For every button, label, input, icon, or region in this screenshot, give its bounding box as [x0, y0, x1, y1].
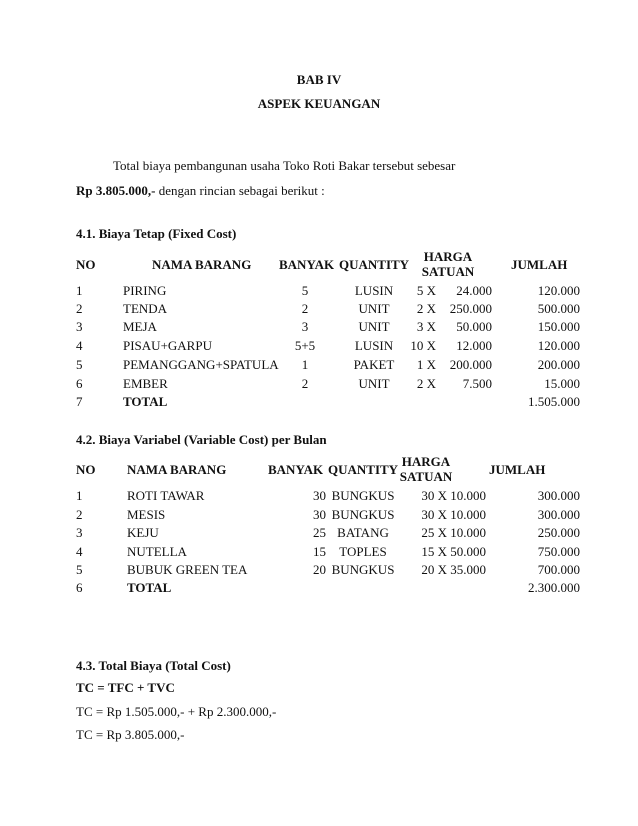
cell-harga: 50.000: [456, 319, 492, 334]
table-row: [0, 488, 638, 506]
cell-x: 10 X: [410, 338, 436, 353]
total-jumlah: 1.505.000: [528, 394, 580, 409]
calc-line-1: TC = Rp 1.505.000,- + Rp 2.300.000,-: [76, 704, 277, 719]
cell-nama: MESIS: [127, 507, 166, 522]
cell-banyak: 1: [301, 357, 309, 372]
header-banyak: BANYAK: [268, 462, 324, 477]
header-banyak: BANYAK: [279, 257, 335, 272]
section-2-heading: 4.2. Biaya Variabel (Variable Cost) per Bulan: [76, 432, 327, 447]
cell-jumlah: 750.000: [537, 544, 580, 559]
cell-harga: 7.500: [462, 376, 492, 391]
cell-quantity: BUNGKUS: [331, 562, 395, 577]
cell-jumlah: 150.000: [537, 319, 580, 334]
cell-jumlah: 300.000: [537, 507, 580, 522]
table-row: [0, 338, 638, 356]
cell-nama: NUTELLA: [127, 544, 187, 559]
cell-quantity: BATANG: [337, 525, 389, 540]
table-row: [0, 283, 638, 301]
table-row: [0, 507, 638, 525]
total-no: 6: [76, 580, 83, 595]
cell-no: 5: [76, 562, 83, 577]
cell-banyak: 2: [301, 376, 309, 391]
header-harga-satuan: HARGA SATUAN: [399, 454, 453, 484]
cell-nama: EMBER: [123, 376, 168, 391]
header-no: NO: [76, 462, 96, 477]
table-row: [0, 544, 638, 562]
cell-no: 4: [76, 544, 83, 559]
cell-nama: PIRING: [123, 283, 167, 298]
header-jumlah: JUMLAH: [511, 257, 568, 272]
cell-jumlah: 250.000: [537, 525, 580, 540]
cell-harga: 24.000: [456, 283, 492, 298]
cell-jumlah: 500.000: [537, 301, 580, 316]
header-quantity: QUANTITY: [328, 462, 399, 477]
cell-quantity: UNIT: [358, 319, 390, 334]
cell-jumlah: 15.000: [544, 376, 580, 391]
calc-line-2: TC = Rp 3.805.000,-: [76, 727, 185, 742]
page-title: ASPEK KEUANGAN: [257, 96, 381, 111]
table-row: [0, 357, 638, 375]
cell-quantity: BUNGKUS: [331, 488, 395, 503]
cell-quantity: UNIT: [358, 301, 390, 316]
cell-banyak: 15: [313, 544, 326, 559]
chapter-title: BAB IV: [296, 72, 342, 87]
cell-no: 1: [76, 488, 83, 503]
cell-jumlah: 700.000: [537, 562, 580, 577]
total-label: TOTAL: [127, 580, 172, 595]
cell-nama: TENDA: [123, 301, 168, 316]
cell-harga: 25 X 10.000: [421, 525, 486, 540]
cell-quantity: TOPLES: [339, 544, 387, 559]
cell-quantity: UNIT: [358, 376, 390, 391]
table-row: [0, 562, 638, 580]
cell-no: 1: [76, 283, 83, 298]
cell-nama: MEJA: [123, 319, 157, 334]
cell-banyak: 5+5: [294, 338, 316, 353]
cell-no: 3: [76, 319, 83, 334]
section-1-heading: 4.1. Biaya Tetap (Fixed Cost): [76, 226, 237, 241]
intro-line-1: Total biaya pembangunan usaha Toko Roti Bakar tersebut sebesar: [113, 158, 456, 173]
cell-no: 2: [76, 301, 83, 316]
cell-no: 5: [76, 357, 83, 372]
cell-x: 5 X: [416, 283, 436, 298]
table-row: [0, 301, 638, 319]
cell-no: 3: [76, 525, 83, 540]
cell-banyak: 30: [313, 488, 326, 503]
cell-jumlah: 120.000: [537, 283, 580, 298]
cell-jumlah: 200.000: [537, 357, 580, 372]
intro-text: dengan rincian sebagai berikut :: [155, 183, 325, 198]
header-no: NO: [76, 257, 96, 272]
formula: TC = TFC + TVC: [76, 680, 175, 695]
cell-quantity: PAKET: [353, 357, 395, 372]
cell-jumlah: 300.000: [537, 488, 580, 503]
cell-harga: 15 X 50.000: [421, 544, 486, 559]
table-row: [0, 376, 638, 394]
cell-x: 2 X: [416, 376, 436, 391]
cell-x: 2 X: [416, 301, 436, 316]
header-jumlah: JUMLAH: [489, 462, 546, 477]
header-quantity: QUANTITY: [339, 257, 410, 272]
cell-harga: 30 X 10.000: [421, 488, 486, 503]
table-row: [0, 319, 638, 337]
cell-no: 2: [76, 507, 83, 522]
cell-banyak: 3: [301, 319, 309, 334]
cell-no: 6: [76, 376, 83, 391]
table-2-total-row: [0, 580, 638, 598]
cell-harga: 200.000: [449, 357, 492, 372]
header-harga-satuan: HARGA SATUAN: [421, 249, 475, 279]
header-nama: NAMA BARANG: [152, 257, 252, 272]
cell-banyak: 2: [301, 301, 309, 316]
cell-harga: 20 X 35.000: [421, 562, 486, 577]
cell-nama: BUBUK GREEN TEA: [127, 562, 248, 577]
total-label: TOTAL: [123, 394, 168, 409]
cell-quantity: BUNGKUS: [331, 507, 395, 522]
total-no: 7: [76, 394, 83, 409]
cell-nama: ROTI TAWAR: [127, 488, 205, 503]
intro-amount: Rp 3.805.000,-: [76, 183, 156, 198]
table-1-total-row: [0, 394, 638, 412]
intro-line-2: [76, 183, 325, 199]
header-nama: NAMA BARANG: [127, 462, 227, 477]
cell-banyak: 30: [313, 507, 326, 522]
cell-quantity: LUSIN: [354, 283, 394, 298]
cell-no: 4: [76, 338, 83, 353]
cell-banyak: 5: [301, 283, 309, 298]
cell-banyak: 20: [313, 562, 326, 577]
cell-jumlah: 120.000: [537, 338, 580, 353]
cell-nama: KEJU: [127, 525, 159, 540]
cell-banyak: 25: [313, 525, 326, 540]
cell-x: 1 X: [416, 357, 436, 372]
total-jumlah: 2.300.000: [528, 580, 580, 595]
table-row: [0, 525, 638, 543]
cell-quantity: LUSIN: [354, 338, 394, 353]
cell-x: 3 X: [416, 319, 436, 334]
section-3-heading: 4.3. Total Biaya (Total Cost): [76, 658, 231, 673]
cell-nama: PEMANGGANG+SPATULA: [123, 357, 279, 372]
cell-harga: 250.000: [449, 301, 492, 316]
cell-nama: PISAU+GARPU: [123, 338, 212, 353]
cell-harga: 30 X 10.000: [421, 507, 486, 522]
cell-harga: 12.000: [456, 338, 492, 353]
